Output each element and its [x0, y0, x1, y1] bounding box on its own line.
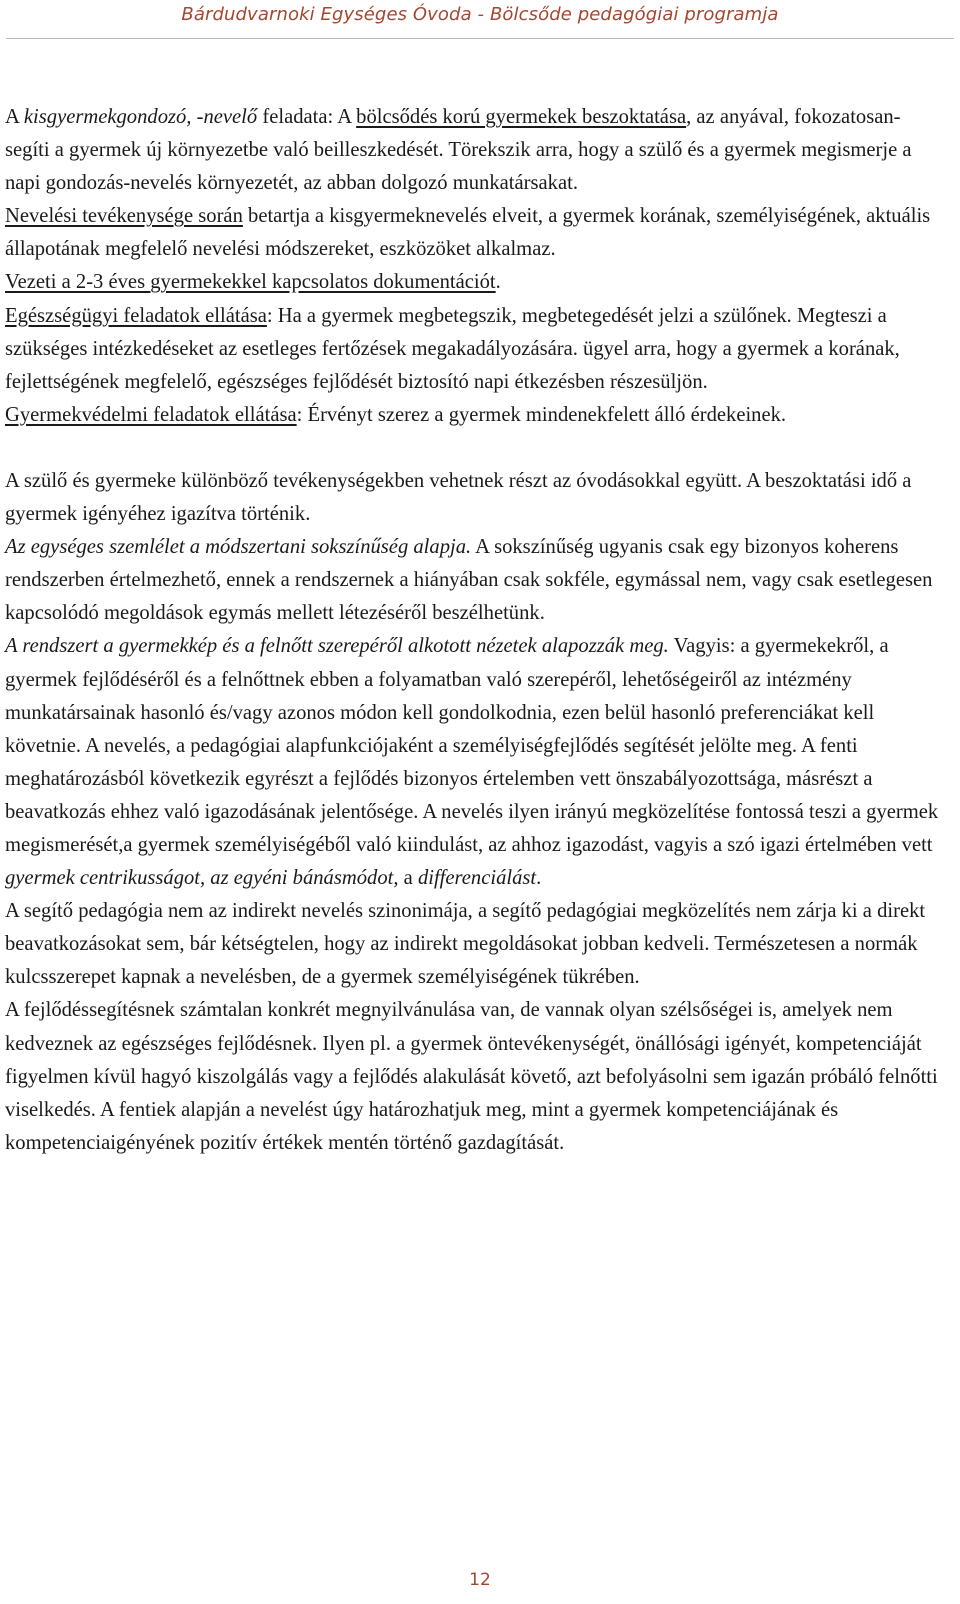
paragraph-nurse-duties: A kisgyermekgondozó, -nevelő feladata: A bölcsődés korú gyermekek beszoktatása, az anyával, fokozatosan- segíti a gyermek új környezetbe való beilleszkedését. Törekszik arra, hogy a szülő és a gyermek megismerje a napi gondozás-nevelés környezetét, az abban dolgozó munkatársakat. — [5, 106, 912, 195]
body-text — [5, 101, 943, 1160]
paragraph-system-views: A rendszert a gyermekkép és a felnőtt szerepéről alkotott nézetek alapozzák meg. Vagyis: a gyermekekről, a gyermek fejlődéséről és a felnőttnek ebben a folyamatban való szerepéről, lehetőségeiről az intézmény munkatársainak hasonló és/vagy azonos módon kell gondolkodnia, ezen belül hasonló preferenciákat kell követnie. A nevelés, a pedagógiai alapfunkciójaként a személyiségfejlődés segítését jelölte meg. A fenti meghatározásból következik egyrészt a fejlődés bizonyos értelemben vett önszabályozottsága, másrészt a beavatkozás ehhez való igazodásának jelentősége. A nevelés ilyen irányú megközelítése fontossá teszi a gyermek megismerését,a gyermek személyiségéből való kiindulást, az ahhoz igazodást, vagyis a szó igazi értelmében vett gyermek centrikusságot, az egyéni bánásmódot, a differenciálást. — [5, 635, 939, 890]
paragraph-development-support: A fejlődéssegítésnek számtalan konkrét megnyilvánulása van, de vannak olyan szélsőségei is, amelyek nem kedveznek az egészséges fejlődésnek. Ilyen pl. a gyermek öntevékenységét, önállósági igényét, kompetenciáját figyelmen kívül hagyó kiszolgálás vagy a fejlődés alakulását követő, azt befolyásolni sem igazán próbáló felnőtti viselkedés. A fentiek alapján a nevelést úgy határozhatjuk meg, mint a gyermek kompetenciájának és kompetenciaigényének pozitív értékek mentén történő gazdagítását. — [5, 999, 938, 1154]
paragraph-educational-activity: Nevelési tevékenysége során betartja a kisgyermeknevelés elveit, a gyermek korának, személyiségének, aktuális állapotának megfelelő nevelési módszereket, eszközöket alkalmaz. — [5, 205, 931, 261]
paragraph-child-protection: Gyermekvédelmi feladatok ellátása: Érvényt szerez a gyermek mindenekfelett álló érdekeinek. — [5, 403, 787, 426]
paragraph-documentation: Vezeti a 2-3 éves gyermekekkel kapcsolatos dokumentációt. — [5, 271, 501, 294]
paragraph-parent-participation: A szülő és gyermeke különböző tevékenységekben vehetnek részt az óvodásokkal együtt. A beszoktatási idő a gyermek igényéhez igazítva történik. — [5, 469, 912, 526]
paragraph-supportive-pedagogy: A segítő pedagógia nem az indirekt nevelés szinonimája, a segítő pedagógiai megközelítés nem zárja ki a direkt beavatkozásokat sem, bár kétségtelen, hogy az indirekt megoldásokat jobban kedveli. Természetesen a normák kulcsszerepet kapnak a nevelésben, de a gyermek személyiségének tükrében. — [5, 900, 926, 989]
paragraph-gap — [5, 432, 943, 465]
paragraph-unified-approach: Az egységes szemlélet a módszertani sokszínűség alapja. A sokszínűség ugyanis csak egy bizonyos koherens rendszerben értelmezhető, ennek a rendszernek a hiányában csak sokféle, egymással nem, vagy csak esetlegesen kapcsolódó megoldások egymás mellett létezéséről beszélhetünk. — [5, 536, 933, 625]
header-divider — [6, 38, 954, 39]
page-number: 12 — [469, 1570, 491, 1590]
page-header: Bárdudvarnoki Egységes Óvoda - Bölcsőde pedagógiai programja — [181, 4, 779, 25]
paragraph-health-tasks: Egészségügyi feladatok ellátása: Ha a gyermek megbetegszik, megbetegedését jelzi a szülőnek. Megteszi a szükséges intézkedéseket az esetleges fertőzések megakadályozására. ügyel arra, hogy a gyermek a korának, fejlettségének megfelelő, egészséges fejlődését biztosító napi étkezésben részesüljön. — [5, 304, 900, 393]
